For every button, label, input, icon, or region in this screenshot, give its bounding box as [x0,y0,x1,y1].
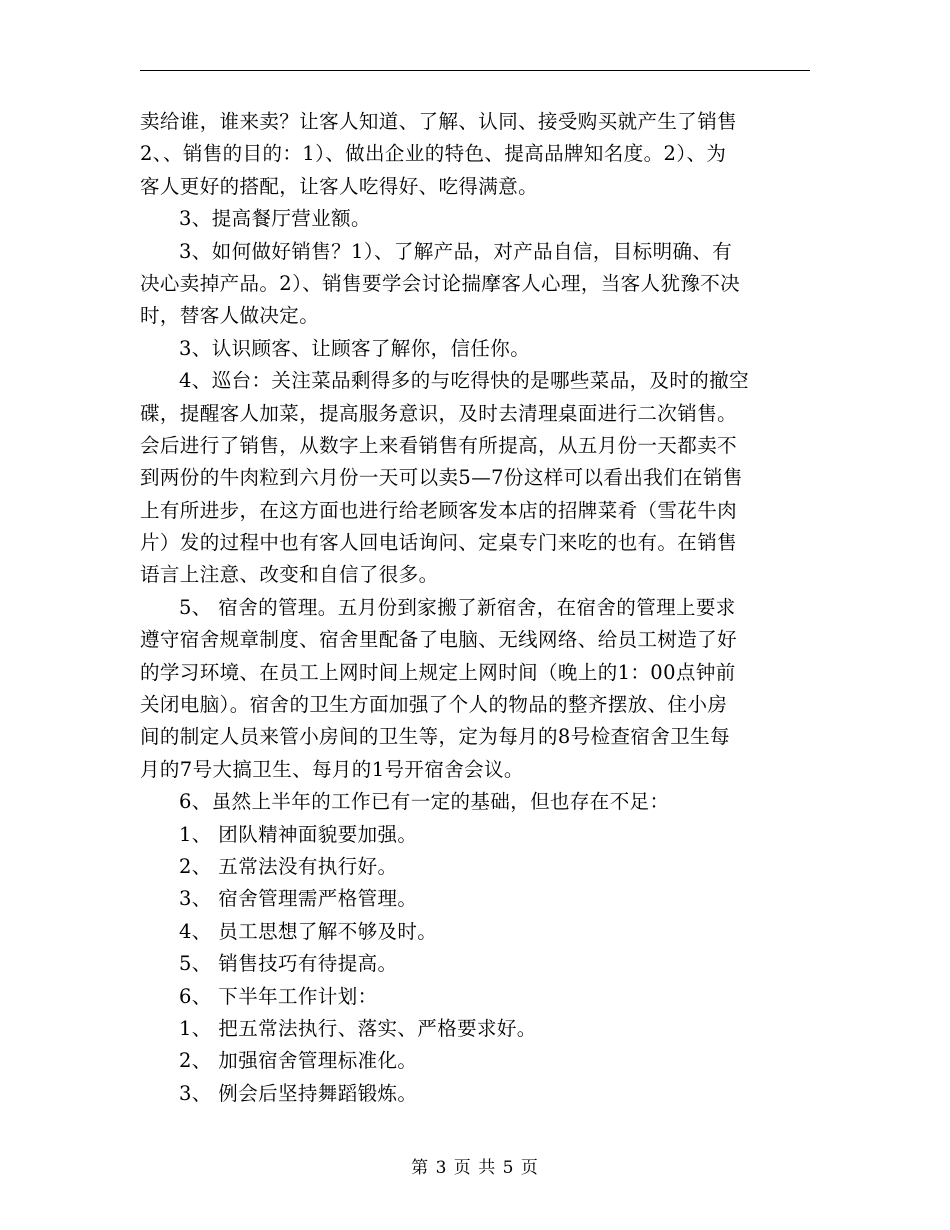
text-line: 5、 宿舍的管理。五月份到家搬了新宿舍，在宿舍的管理上要求 [179,595,736,619]
text-line: 的学习环境、在员工上网时间上规定上网时间（晚上的1：00点钟前 [140,660,736,684]
text-line: 关闭电脑）。宿舍的卫生方面加强了个人的物品的整齐摆放、住小房 [140,693,728,717]
list-item: 6、 下半年工作计划： [179,984,378,1008]
text-line: 3、提高餐厅营业额。 [179,207,371,231]
list-item: 4、 员工思想了解不够及时。 [179,919,438,943]
text-line: 语言上注意、改变和自信了很多。 [140,563,439,587]
page-number: 第 3 页 共 5 页 [411,1158,539,1178]
text-line: 时，替客人做决定。 [140,304,320,328]
document-body [140,106,810,1110]
text-line: 2、、销售的目的：1）、做出企业的特色、提高品牌知名度。2）、为 [140,142,727,166]
text-line: 上有所进步，在这方面也进行给老顾客发本店的招牌菜肴（雪花牛肉 [140,498,738,522]
list-item: 2、 五常法没有执行好。 [179,854,398,878]
text-line: 4、巡台：关注菜品剩得多的与吃得快的是哪些菜品，及时的撤空 [179,369,750,393]
text-line: 3、认识顾客、让顾客了解你，信任你。 [179,336,531,360]
list-item: 2、 加强宿舍管理标准化。 [179,1049,418,1073]
list-item: 1、 团队精神面貌要加强。 [179,822,418,846]
text-line: 遵守宿舍规章制度、宿舍里配备了电脑、无线网络、给员工树造了好 [140,628,738,652]
header-rule [140,70,810,71]
list-item: 5、 销售技巧有待提高。 [179,952,398,976]
text-line: 客人更好的搭配，让客人吃得好、吃得满意。 [140,174,539,198]
list-item: 1、 把五常法执行、落实、严格要求好。 [179,1016,537,1040]
text-line: 月的7号大搞卫生、每月的1号开宿舍会议。 [140,757,524,781]
text-line: 卖给谁，谁来卖？让客人知道、了解、认同、接受购买就产生了销售 [140,110,738,133]
list-item: 3、 宿舍管理需严格管理。 [179,887,418,911]
text-line: 会后进行了销售，从数字上来看销售有所提高，从五月份一天都卖不 [140,433,738,457]
text-line: 间的制定人员来管小房间的卫生等，定为每月的8号检查宿舍卫生每 [140,725,730,749]
text-line: 3、如何做好销售？1）、了解产品，对产品自信，目标明确、有 [179,239,733,263]
list-item: 3、 例会后坚持舞蹈锻炼。 [179,1081,418,1105]
text-line: 决心卖掉产品。2）、销售要学会讨论揣摩客人心理，当客人犹豫不决 [140,271,741,295]
text-line: 碟，提醒客人加菜，提高服务意识，及时去清理桌面进行二次销售。 [140,401,738,425]
text-line: 6、虽然上半年的工作已有一定的基础，但也存在不足： [179,790,670,814]
text-line: 到两份的牛肉粒到六月份一天可以卖5—7份这样可以看出我们在销售 [140,466,743,490]
text-line: 片）发的过程中也有客人回电话询问、定桌专门来吃的也有。在销售 [140,531,738,555]
